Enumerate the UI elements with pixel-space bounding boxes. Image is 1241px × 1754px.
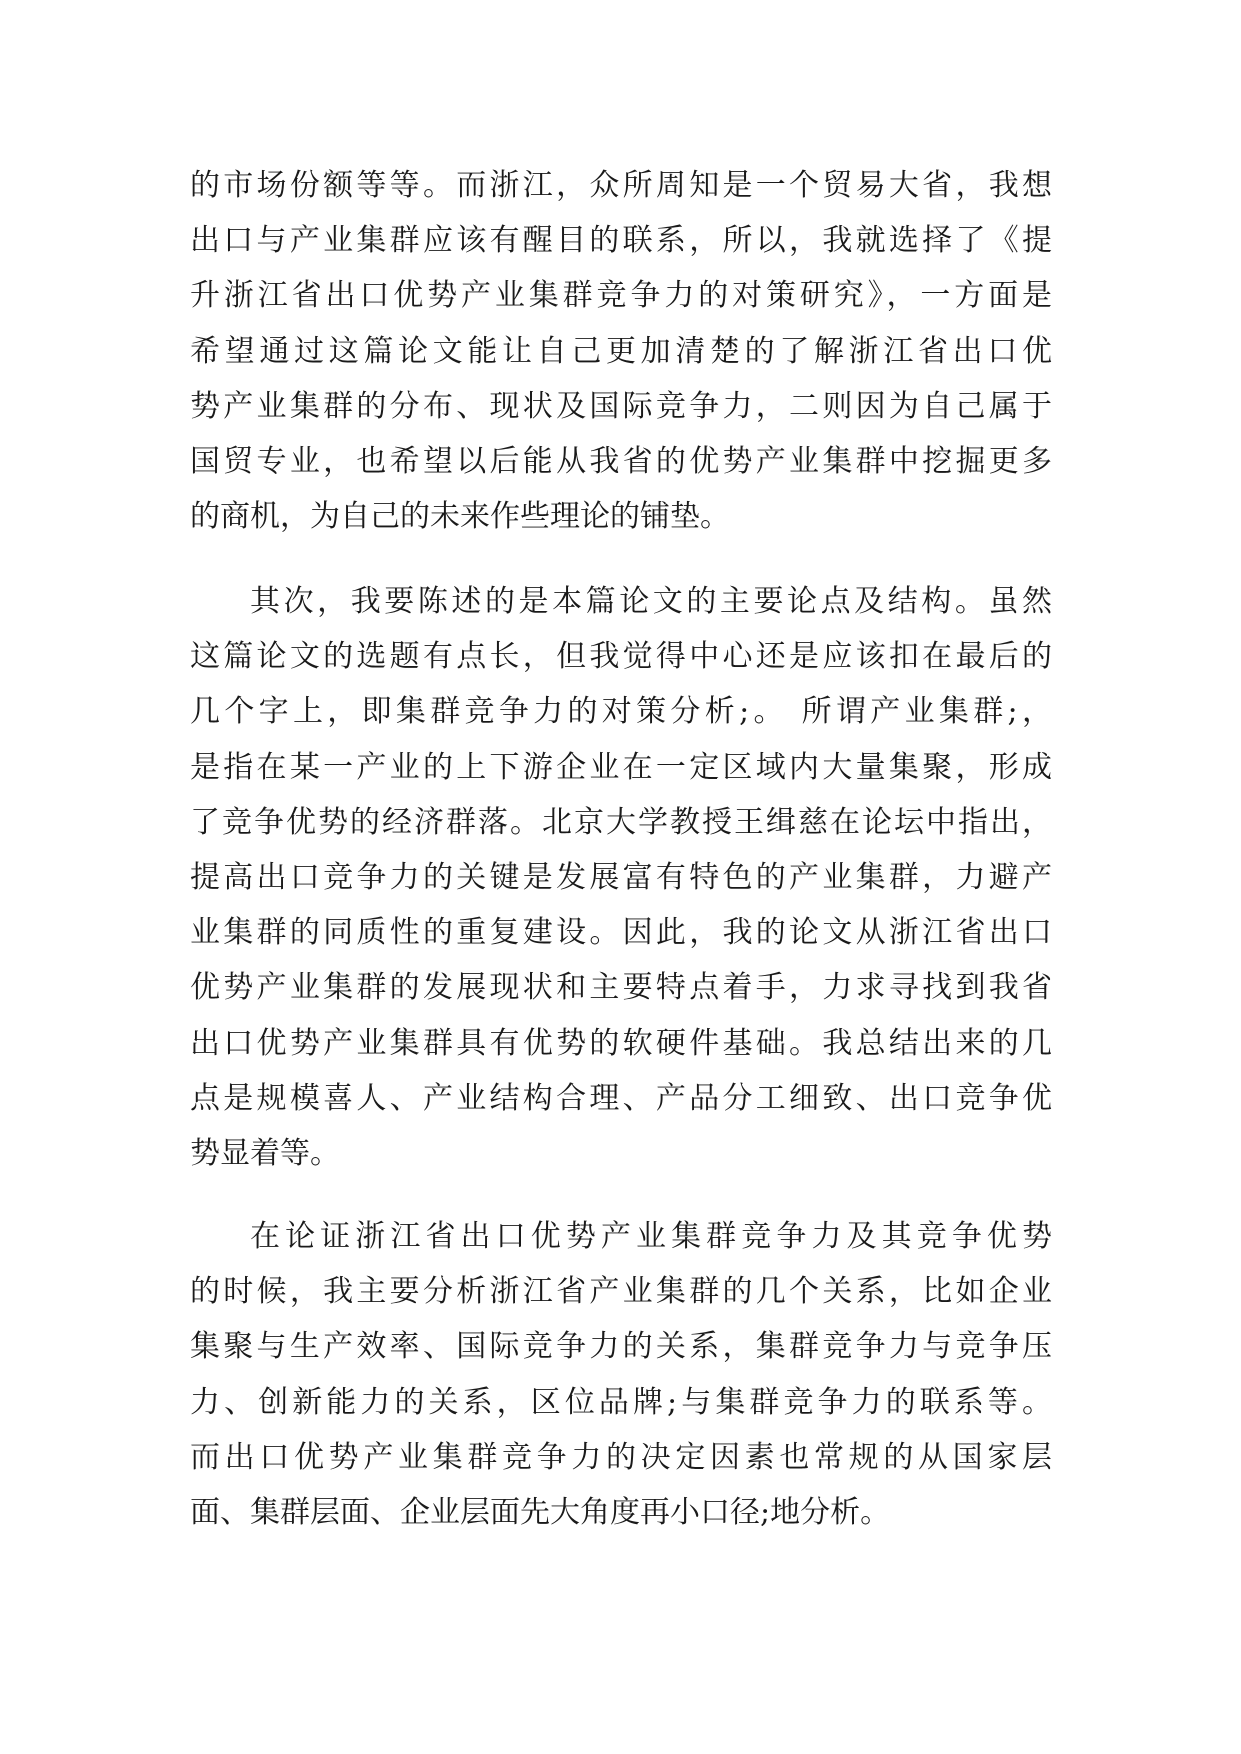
text-line: 而出口优势产业集群竞争力的决定因素也常规的从国家层 <box>190 1439 1052 1475</box>
paragraph-3 <box>190 1209 1052 1540</box>
text-line: 出口与产业集群应该有醒目的联系，所以，我就选择了《提 <box>190 223 1052 259</box>
text-line: 希望通过这篇论文能让自己更加清楚的了解浙江省出口优 <box>190 333 1052 369</box>
text-line: 势产业集群的分布、现状及国际竞争力，二则因为自己属于 <box>190 388 1052 424</box>
text-line: 国贸专业，也希望以后能从我省的优势产业集群中挖掘更多 <box>190 443 1052 479</box>
paragraph-2 <box>190 574 1052 1181</box>
text-line: 的市场份额等等。而浙江，众所周知是一个贸易大省，我想 <box>190 168 1052 203</box>
text-line: 出口优势产业集群具有优势的软硬件基础。我总结出来的几 <box>190 1025 1052 1061</box>
text-line: 的时候，我主要分析浙江省产业集群的几个关系，比如企业 <box>190 1274 1052 1310</box>
text-line: 在论证浙江省出口优势产业集群竞争力及其竞争优势 <box>250 1219 1052 1254</box>
text-line: 升浙江省出口优势产业集群竞争力的对策研究》，一方面是 <box>190 278 1052 314</box>
text-line: 其次，我要陈述的是本篇论文的主要论点及结构。虽然 <box>250 584 1052 619</box>
text-line: 几个字上，即集群竞争力的对策分析;。 所谓产业集群;， <box>190 694 1052 730</box>
text-line: 面、集群层面、企业层面先大角度再小口径;地分析。 <box>190 1494 891 1530</box>
text-line: 了竞争优势的经济群落。北京大学教授王缉慈在论坛中指出， <box>190 804 1052 840</box>
text-line: 集聚与生产效率、国际竞争力的关系，集群竞争力与竞争压 <box>190 1329 1052 1365</box>
text-line: 提高出口竞争力的关键是发展富有特色的产业集群，力避产 <box>190 859 1052 895</box>
text-line: 这篇论文的选题有点长，但我觉得中心还是应该扣在最后的 <box>190 639 1052 675</box>
text-line: 点是规模喜人、产业结构合理、产品分工细致、出口竞争优 <box>190 1080 1052 1116</box>
text-line: 业集群的同质性的重复建设。因此，我的论文从浙江省出口 <box>190 915 1052 951</box>
text-line: 势显着等。 <box>190 1135 340 1171</box>
text-line: 的商机，为自己的未来作些理论的铺垫。 <box>190 499 730 535</box>
text-line: 力、创新能力的关系，区位品牌;与集群竞争力的联系等。 <box>190 1384 1052 1420</box>
text-line: 是指在某一产业的上下游企业在一定区域内大量集聚，形成 <box>190 749 1052 785</box>
paragraph-1 <box>190 158 1052 544</box>
text-line: 优势产业集群的发展现状和主要特点着手，力求寻找到我省 <box>190 970 1052 1006</box>
